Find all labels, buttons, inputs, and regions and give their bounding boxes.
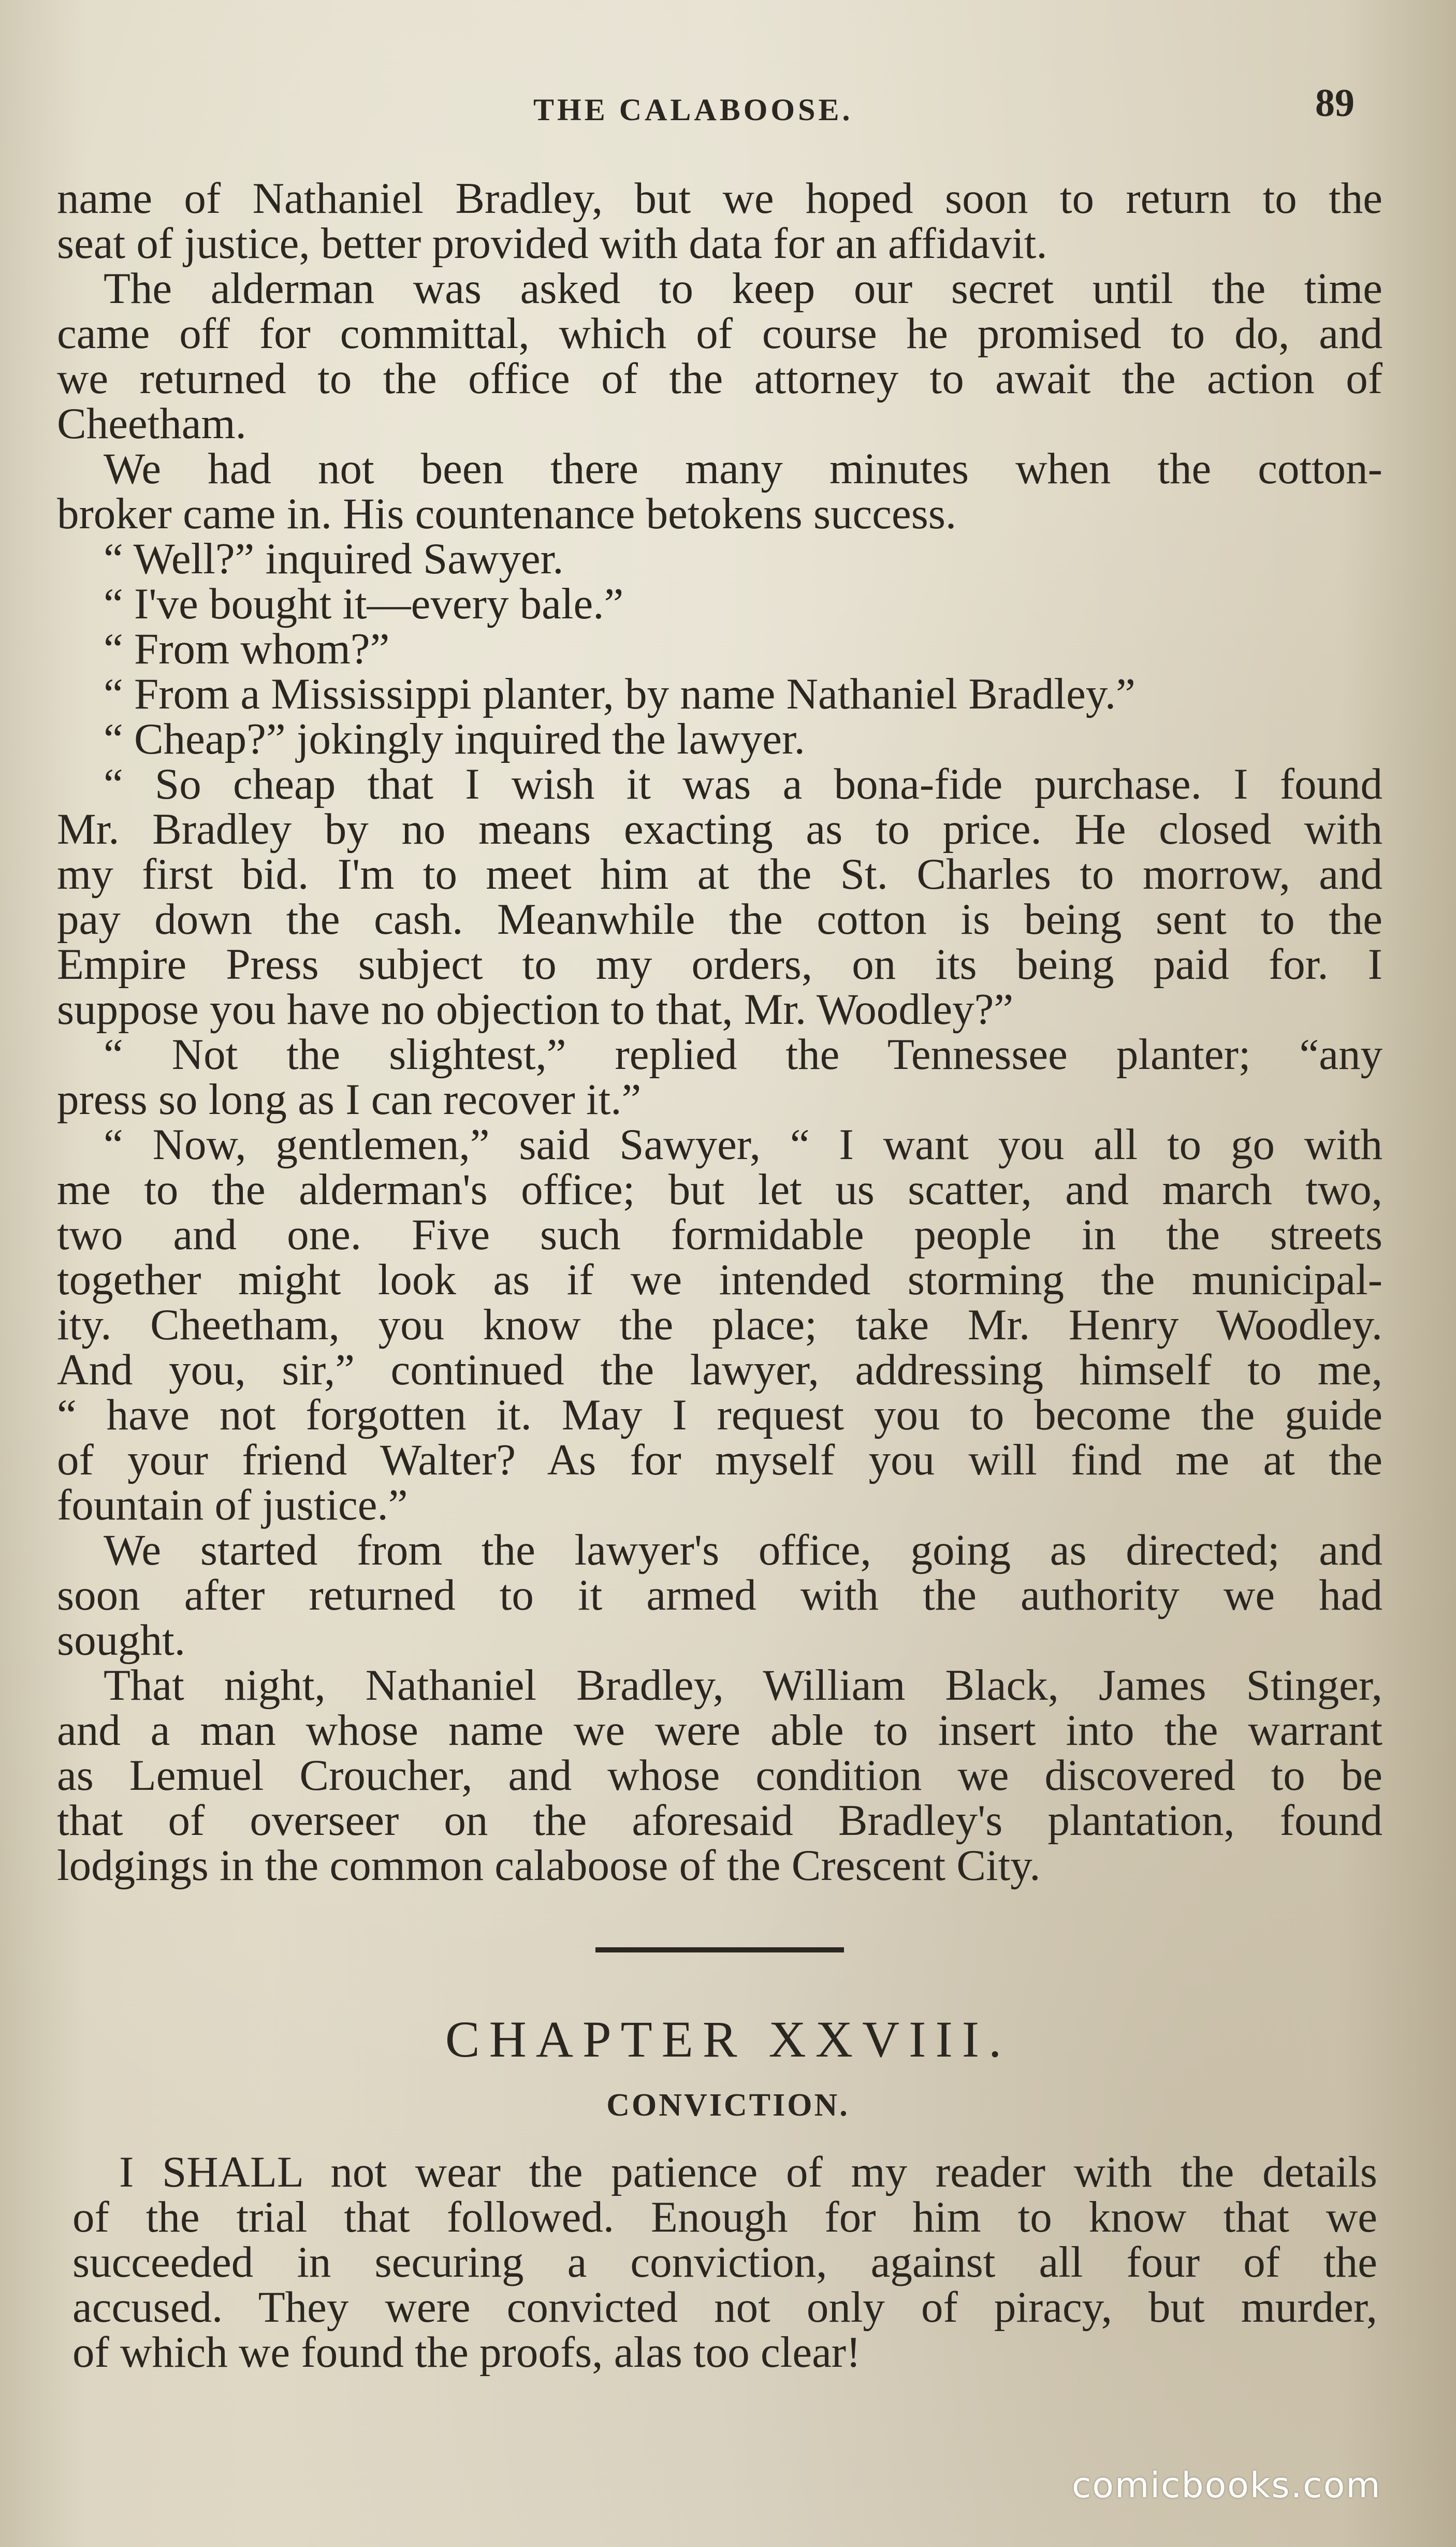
text-line: Cheetham. [57,399,246,448]
text-line: accused. They were convicted not only of piracy, but murder, [72,2283,1377,2332]
text-line: “ From a Mississippi planter, by name Nathaniel Bradley.” [104,670,1135,718]
text-line: “ Well?” inquired Sawyer. [104,534,564,583]
text-line: of your friend Walter? As for myself you will find me at the [57,1436,1382,1484]
text-line: And you, sir,” continued the lawyer, addressing himself to me, [57,1345,1382,1394]
body-text [57,176,1382,1888]
text-line: succeeded in securing a conviction, against all four of the [72,2238,1377,2286]
text-line: as Lemuel Croucher, and whose condition we discovered to be [57,1751,1382,1800]
text-line: We started from the lawyer's office, going as directed; and [104,1526,1382,1574]
text-line: I SHALL not wear the patience of my reader with the details [119,2148,1377,2196]
text-line: suppose you have no objection to that, Mr. Woodley?” [57,985,1014,1034]
text-line: two and one. Five such formidable people in the streets [57,1210,1382,1259]
text-line: That night, Nathaniel Bradley, William Black, James Stinger, [104,1661,1382,1710]
text-line: my first bid. I'm to meet him at the St. Charles to morrow, and [57,850,1382,899]
text-line: lodgings in the common calaboose of the Crescent City. [57,1841,1041,1890]
text-line: and a man whose name we were able to insert into the warrant [57,1706,1382,1755]
section-divider [595,1947,844,1952]
text-line: soon after returned to it armed with the authority we had [57,1571,1382,1619]
text-line: of the trial that followed. Enough for him to know that we [72,2193,1377,2241]
text-line: that of overseer on the aforesaid Bradley's plantation, found [57,1796,1382,1845]
text-line: “ Cheap?” jokingly inquired the lawyer. [104,715,805,763]
text-line: broker came in. His countenance betokens success. [57,489,957,538]
text-line: sought. [57,1616,185,1665]
text-line: Mr. Bradley by no means exacting as to price. He closed with [57,805,1382,853]
text-line: press so long as I can recover it.” [57,1075,642,1124]
text-line: name of Nathaniel Bradley, but we hoped soon to return to the [57,174,1382,223]
text-line: we returned to the office of the attorney to await the action of [57,354,1382,403]
text-line: together might look as if we intended storming the municipal- [57,1255,1382,1304]
chapter-title: CHAPTER XXVIII. [445,2010,1011,2068]
text-line: We had not been there many minutes when the cotton- [104,444,1382,493]
text-line: pay down the cash. Meanwhile the cotton is being sent to the [57,895,1382,944]
text-line: ity. Cheetham, you know the place; take Mr. Henry Woodley. [57,1300,1382,1349]
text-line: “ Not the slightest,” replied the Tennessee planter; “any [104,1030,1382,1079]
page-number: 89 [1315,81,1355,125]
chapter-text [72,2149,1377,2375]
text-line: of which we found the proofs, alas too clear! [72,2328,861,2377]
text-line: “ have not forgotten it. May I request you to become the guide [57,1391,1382,1439]
text-line: came off for committal, which of course he promised to do, and [57,309,1382,358]
page-header [0,78,1456,135]
text-line: “ Now, gentlemen,” said Sawyer, “ I want you all to go with [104,1120,1382,1169]
text-line: “ I've bought it—every bale.” [104,580,624,628]
text-line: “ So cheap that I wish it was a bona-fide purchase. I found [104,760,1382,808]
text-line: The alderman was asked to keep our secret until the time [104,264,1382,313]
text-line: “ From whom?” [104,625,390,673]
text-line: fountain of justice.” [57,1481,408,1529]
text-line: seat of justice, better provided with data for an affidavit. [57,219,1047,268]
running-head: THE CALABOOSE. [533,93,853,127]
watermark: comicbooks.com [1072,2465,1381,2506]
text-line: Empire Press subject to my orders, on its being paid for. I [57,940,1382,989]
text-line: me to the alderman's office; but let us scatter, and march two, [57,1165,1382,1214]
chapter-subtitle: CONVICTION. [606,2088,850,2123]
